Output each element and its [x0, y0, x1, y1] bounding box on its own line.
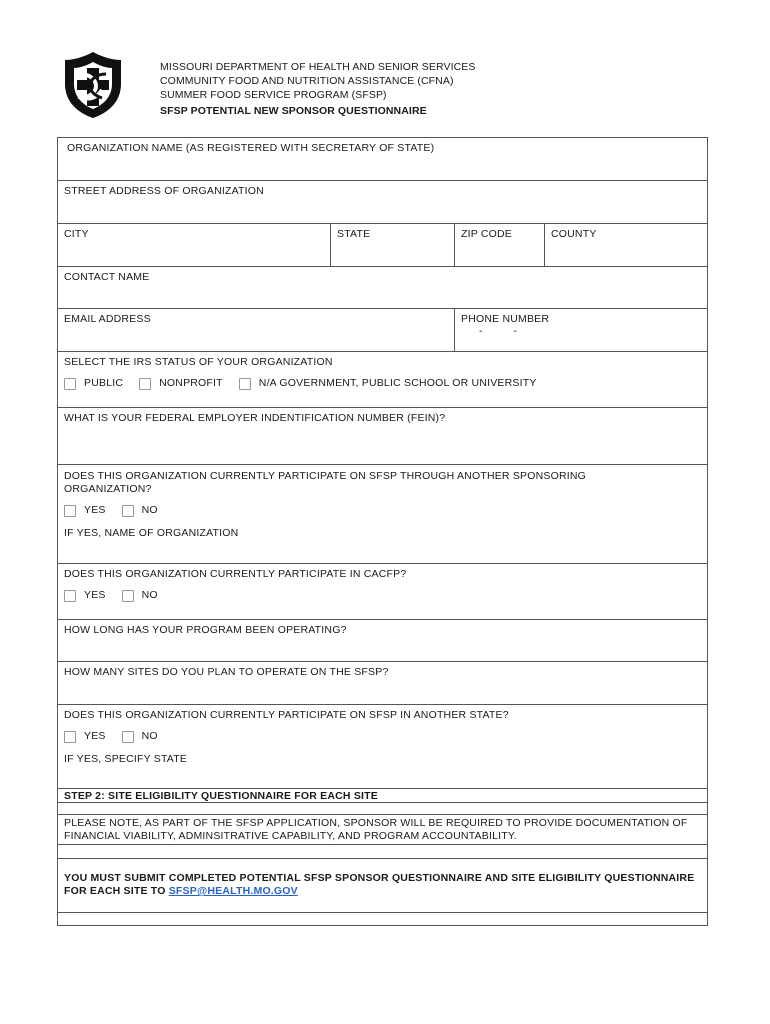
checkbox-icon[interactable]: [122, 505, 134, 517]
submit-instructions: [58, 859, 707, 912]
county-field[interactable]: [544, 224, 707, 266]
no-label: NO: [141, 589, 158, 601]
spacer-row: [58, 845, 707, 859]
how-many-label: HOW MANY SITES DO YOU PLAN TO OPERATE ON THE SFSP?: [64, 666, 389, 678]
cacfp-yes-option[interactable]: [64, 589, 106, 602]
state-label: STATE: [337, 228, 371, 240]
org-name-row[interactable]: [58, 138, 707, 181]
contact-label: CONTACT NAME: [64, 271, 150, 283]
yes-label: YES: [84, 589, 106, 601]
fein-row[interactable]: [58, 408, 707, 465]
submit-row: [58, 859, 707, 913]
other-state-question: DOES THIS ORGANIZATION CURRENTLY PARTICIPATE ON SFSP IN ANOTHER STATE?: [64, 709, 509, 721]
sponsor-participation-row: [58, 465, 707, 564]
checkbox-icon[interactable]: [239, 378, 251, 390]
missouri-dhss-logo-icon: [62, 50, 124, 120]
sponsor-yes-option[interactable]: [64, 504, 106, 517]
yes-label: YES: [84, 504, 106, 516]
checkbox-icon[interactable]: [122, 590, 134, 602]
step2-heading: STEP 2: SITE ELIGIBILITY QUESTIONNAIRE FOR EACH SITE: [64, 790, 378, 802]
irs-option-label: PUBLIC: [84, 377, 124, 389]
other-state-yes-option[interactable]: [64, 730, 106, 743]
header-department: MISSOURI DEPARTMENT OF HEALTH AND SENIOR SERVICES: [160, 61, 476, 73]
email-phone-row: [58, 309, 707, 352]
submit-text: YOU MUST SUBMIT COMPLETED POTENTIAL SFSP SPONSOR QUESTIONNAIRE AND SITE ELIGIBILITY QUESTIONNAIRE FOR EACH SITE TO: [64, 872, 695, 897]
document-header: [160, 60, 476, 118]
contact-row[interactable]: [58, 267, 707, 309]
other-state-no-option[interactable]: [122, 730, 158, 743]
step2-row: [58, 789, 707, 803]
note-row: [58, 815, 707, 845]
irs-question: SELECT THE IRS STATUS OF YOUR ORGANIZATION: [64, 356, 333, 368]
email-field[interactable]: [58, 309, 454, 351]
irs-option-label: N/A GOVERNMENT, PUBLIC SCHOOL OR UNIVERSITY: [258, 377, 537, 389]
fein-label: WHAT IS YOUR FEDERAL EMPLOYER INDENTIFICATION NUMBER (FEIN)?: [64, 412, 446, 424]
sponsor-no-option[interactable]: [122, 504, 158, 517]
cacfp-no-option[interactable]: [122, 589, 158, 602]
email-label: EMAIL ADDRESS: [64, 313, 151, 325]
checkbox-icon[interactable]: [139, 378, 151, 390]
org-name-label: ORGANIZATION NAME (AS REGISTERED WITH SECRETARY OF STATE): [67, 142, 435, 154]
header-program: SUMMER FOOD SERVICE PROGRAM (SFSP): [160, 89, 387, 101]
note-text: PLEASE NOTE, AS PART OF THE SFSP APPLICATION, SPONSOR WILL BE REQUIRED TO PROVIDE DOCUMENTATION OF FINANCIAL VIABILITY, ADMINSITRATIVE CAPABILITY, AND PROGRAM ACCOUNTABILITY.: [64, 817, 688, 842]
checkbox-icon[interactable]: [64, 378, 76, 390]
county-label: COUNTY: [551, 228, 597, 240]
irs-option-public[interactable]: [64, 377, 123, 390]
how-long-row[interactable]: [58, 620, 707, 662]
irs-option-government[interactable]: [239, 377, 537, 390]
state-field[interactable]: [330, 224, 454, 266]
irs-option-nonprofit[interactable]: [139, 377, 223, 390]
street-label: STREET ADDRESS OF ORGANIZATION: [64, 185, 264, 197]
sponsor-followup-label: IF YES, NAME OF ORGANIZATION: [64, 527, 239, 539]
street-row[interactable]: [58, 181, 707, 224]
sponsor-question: DOES THIS ORGANIZATION CURRENTLY PARTICIPATE ON SFSP THROUGH ANOTHER SPONSORING ORGANIZATION?: [64, 470, 587, 495]
other-state-followup-label: IF YES, SPECIFY STATE: [64, 753, 188, 765]
spacer-row: [58, 913, 707, 925]
phone-field[interactable]: [454, 309, 707, 351]
questionnaire-form: [57, 137, 708, 926]
header-division: COMMUNITY FOOD AND NUTRITION ASSISTANCE (CFNA): [160, 75, 454, 87]
submit-email-link[interactable]: SFSP@HEALTH.MO.GOV: [168, 885, 298, 897]
checkbox-icon[interactable]: [122, 731, 134, 743]
checkbox-icon[interactable]: [64, 505, 76, 517]
cacfp-question: DOES THIS ORGANIZATION CURRENTLY PARTICIPATE IN CACFP?: [64, 568, 407, 580]
city-field[interactable]: [58, 224, 330, 266]
cacfp-row: [58, 564, 707, 620]
checkbox-icon[interactable]: [64, 590, 76, 602]
no-label: NO: [141, 730, 158, 742]
zip-label: ZIP CODE: [461, 228, 512, 240]
irs-option-label: NONPROFIT: [159, 377, 223, 389]
how-long-label: HOW LONG HAS YOUR PROGRAM BEEN OPERATING?: [64, 624, 347, 636]
no-label: NO: [141, 504, 158, 516]
form-title: SFSP POTENTIAL NEW SPONSOR QUESTIONNAIRE: [160, 105, 427, 117]
phone-dashes: - -: [479, 325, 531, 337]
spacer-row: [58, 803, 707, 815]
checkbox-icon[interactable]: [64, 731, 76, 743]
yes-label: YES: [84, 730, 106, 742]
irs-status-row: [58, 352, 707, 408]
phone-label: PHONE NUMBER: [461, 313, 550, 325]
city-state-zip-row: [58, 224, 707, 267]
city-label: CITY: [64, 228, 89, 240]
zip-field[interactable]: [454, 224, 544, 266]
other-state-row: [58, 705, 707, 789]
how-many-sites-row[interactable]: [58, 662, 707, 705]
